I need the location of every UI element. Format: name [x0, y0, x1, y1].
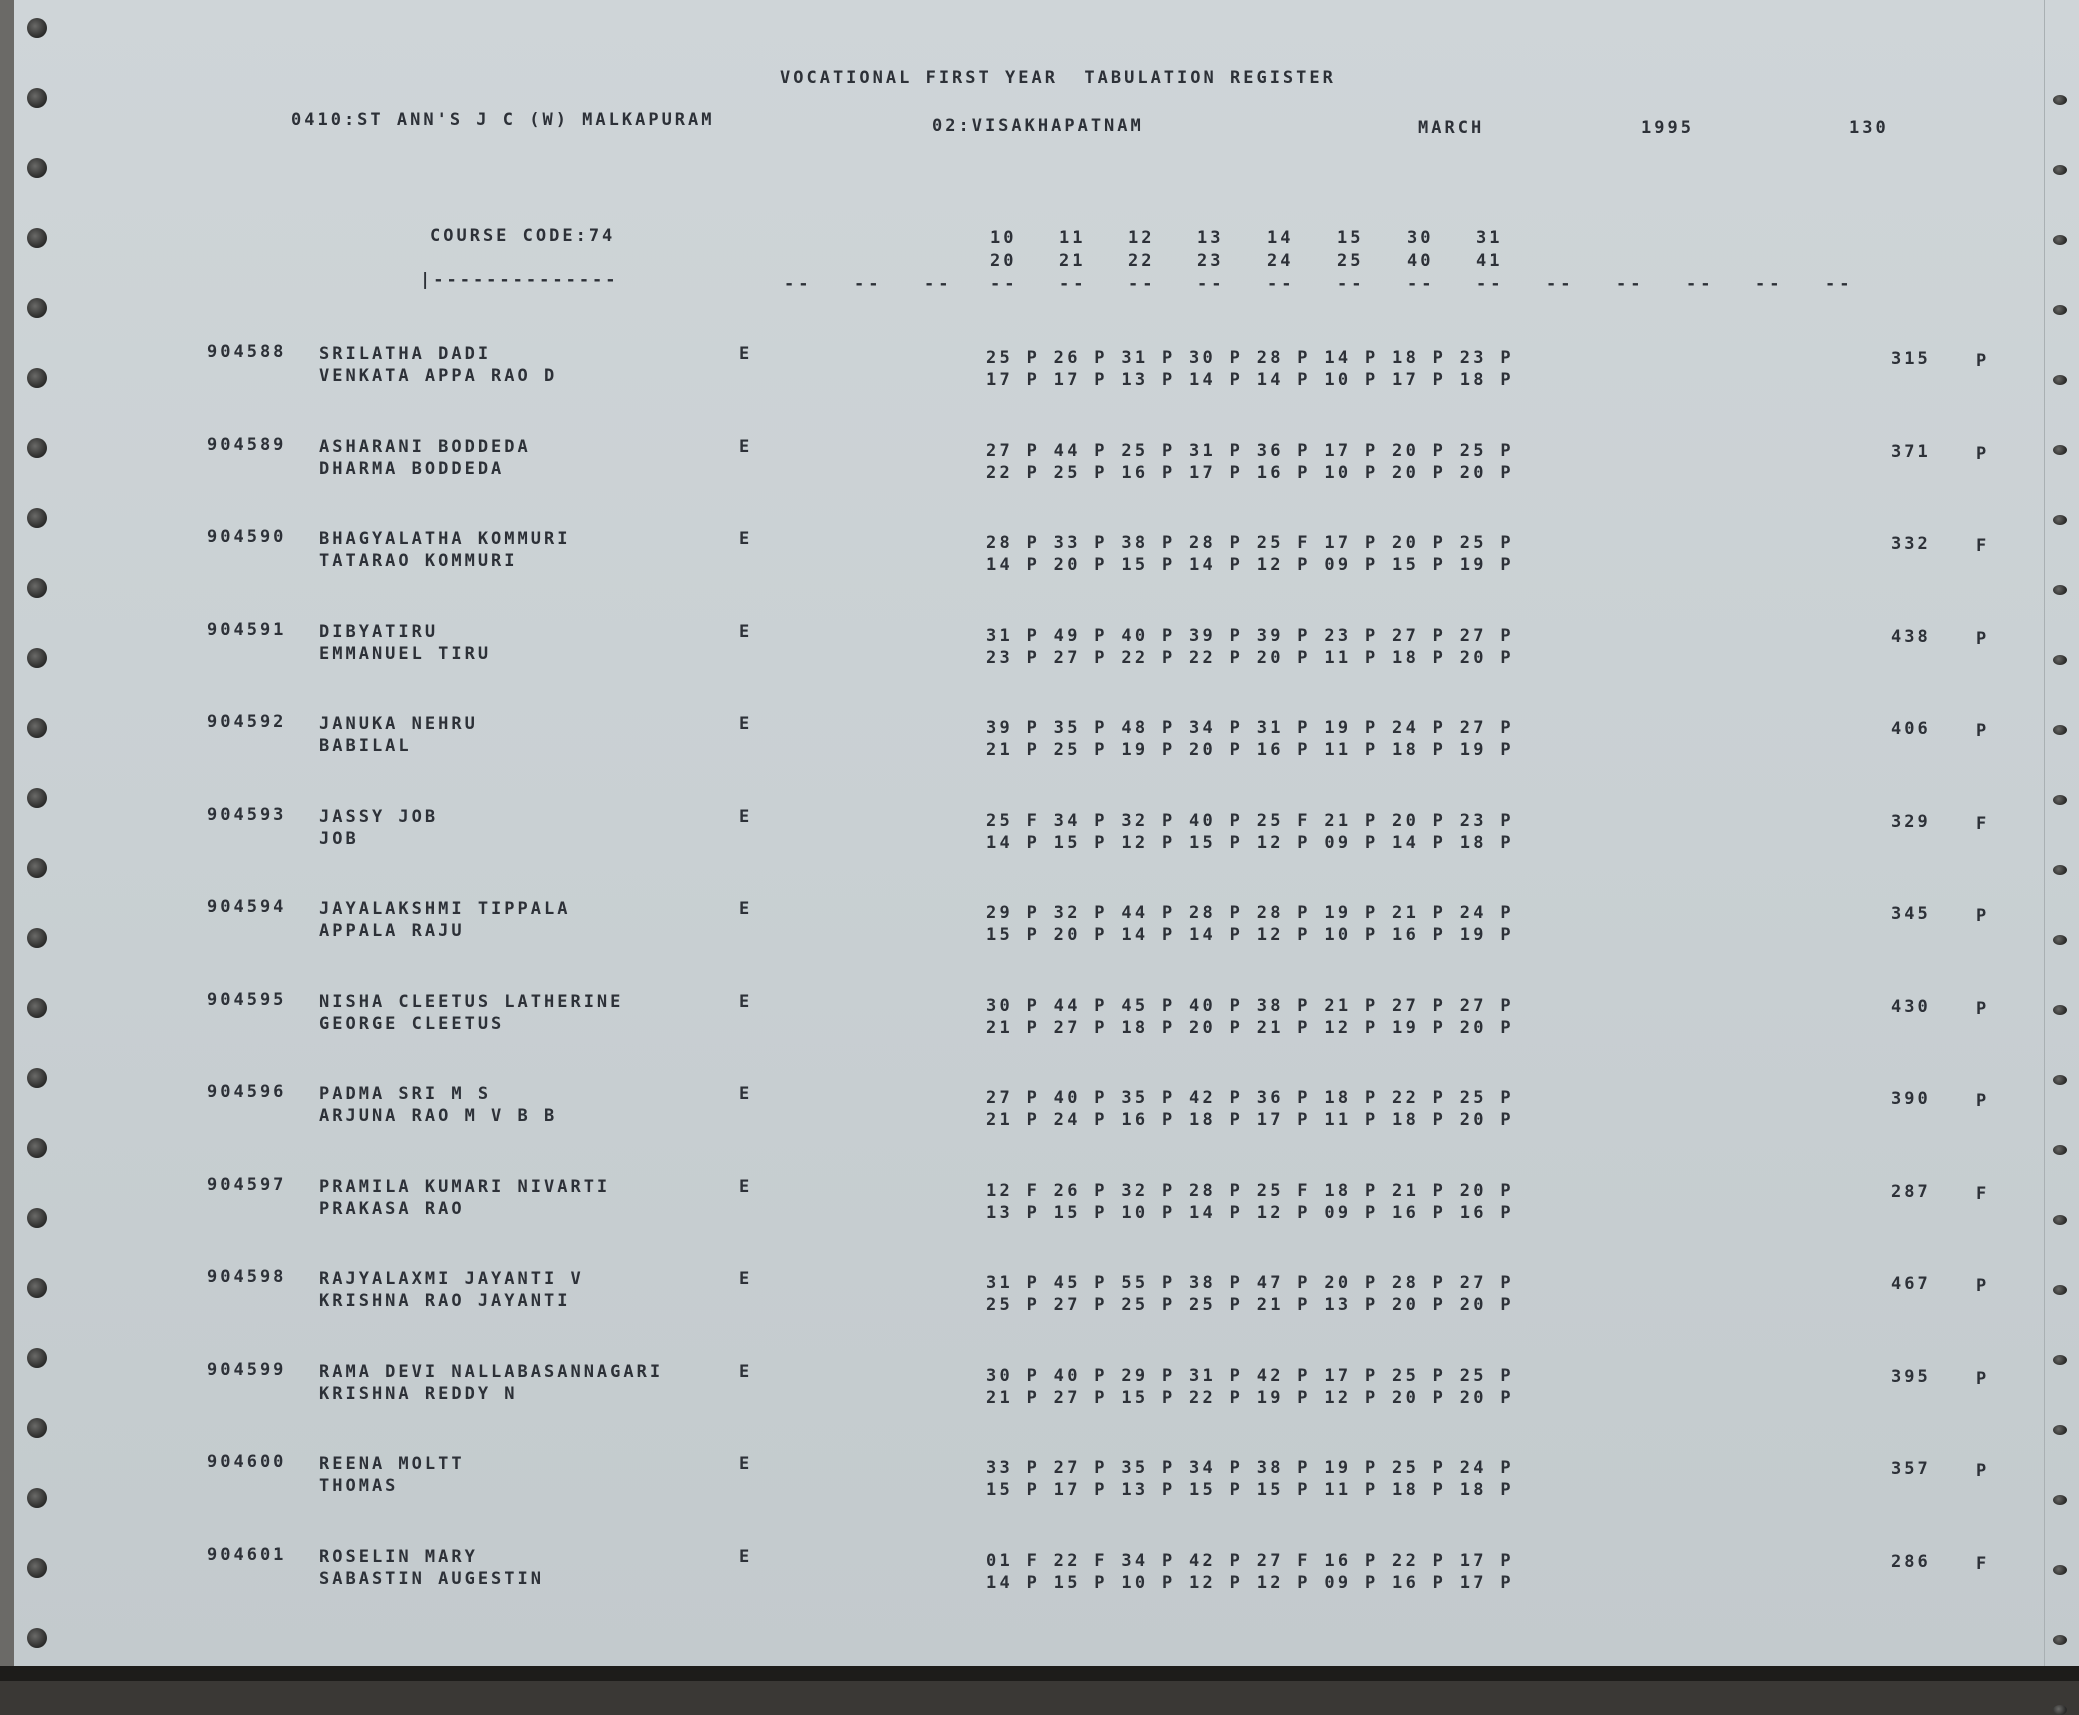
result-code: F — [1976, 536, 1990, 556]
tractor-hole — [2053, 1005, 2067, 1015]
left-edge — [0, 0, 14, 1681]
student-name: ASHARANI BODDEDA — [319, 437, 531, 457]
hall-ticket-number: 904594 — [207, 897, 287, 917]
parent-name: BABILAL — [319, 736, 412, 756]
total-marks: 315 — [1891, 349, 1931, 369]
student-name: NISHA CLEETUS LATHERINE — [319, 992, 624, 1012]
result-code: F — [1976, 1554, 1990, 1574]
tractor-hole — [27, 1138, 47, 1158]
course-underline: |-------------- — [420, 270, 619, 290]
student-name: BHAGYALATHA KOMMURI — [319, 529, 571, 549]
total-marks: 345 — [1891, 904, 1931, 924]
marks-line-1: 29 P 32 P 44 P 28 P 28 P 19 P 21 P 24 P — [986, 903, 1514, 923]
tractor-hole — [2053, 585, 2067, 595]
marks-line-1: 25 P 26 P 31 P 30 P 28 P 14 P 18 P 23 P — [986, 348, 1514, 368]
tractor-hole — [2053, 445, 2067, 455]
marks-line-2: 21 P 24 P 16 P 18 P 17 P 11 P 18 P 20 P — [986, 1110, 1514, 1130]
column-code-top: 30 — [1407, 228, 1434, 248]
hall-ticket-number: 904596 — [207, 1082, 287, 1102]
exam-month: MARCH — [1418, 118, 1485, 138]
marks-line-1: 33 P 27 P 35 P 34 P 38 P 19 P 25 P 24 P — [986, 1458, 1514, 1478]
tractor-hole — [2053, 1635, 2067, 1645]
result-code: P — [1976, 1369, 1990, 1389]
parent-name: APPALA RAJU — [319, 921, 465, 941]
tractor-hole — [27, 1068, 47, 1088]
parent-name: PRAKASA RAO — [319, 1199, 465, 1219]
tractor-hole — [2053, 1495, 2067, 1505]
column-code-top: 13 — [1197, 228, 1224, 248]
column-dash: -- — [1476, 274, 1505, 294]
marks-line-2: 23 P 27 P 22 P 22 P 20 P 11 P 18 P 20 P — [986, 648, 1514, 668]
tractor-hole — [27, 158, 47, 178]
tractor-hole — [27, 88, 47, 108]
student-name: JAYALAKSHMI TIPPALA — [319, 899, 571, 919]
tractor-hole — [27, 1208, 47, 1228]
district-name: 02:VISAKHAPATNAM — [932, 116, 1144, 136]
tractor-hole — [27, 648, 47, 668]
total-marks: 329 — [1891, 812, 1931, 832]
medium-code: E — [739, 1177, 753, 1197]
parent-name: JOB — [319, 829, 359, 849]
column-code-top: 10 — [990, 228, 1017, 248]
exam-year: 1995 — [1641, 118, 1694, 138]
tractor-hole — [2053, 725, 2067, 735]
column-dash: -- — [1546, 274, 1575, 294]
parent-name: DHARMA BODDEDA — [319, 459, 505, 479]
page-title: VOCATIONAL FIRST YEAR TABULATION REGISTER — [780, 68, 1336, 88]
medium-code: E — [739, 437, 753, 457]
marks-line-1: 28 P 33 P 38 P 28 P 25 F 17 P 20 P 25 P — [986, 533, 1514, 553]
medium-code: E — [739, 807, 753, 827]
medium-code: E — [739, 1269, 753, 1289]
total-marks: 371 — [1891, 442, 1931, 462]
marks-line-2: 25 P 27 P 25 P 25 P 21 P 13 P 20 P 20 P — [986, 1295, 1514, 1315]
column-dash: -- — [854, 274, 883, 294]
column-code-bottom: 41 — [1476, 251, 1503, 271]
college-name: 0410:ST ANN'S J C (W) MALKAPURAM — [291, 110, 715, 130]
tractor-hole — [27, 18, 47, 38]
column-dash: -- — [1825, 274, 1854, 294]
column-code-top: 15 — [1337, 228, 1364, 248]
tractor-hole — [27, 438, 47, 458]
parent-name: KRISHNA RAO JAYANTI — [319, 1291, 571, 1311]
column-dash: -- — [1337, 274, 1366, 294]
parent-name: TATARAO KOMMURI — [319, 551, 518, 571]
result-code: P — [1976, 1091, 1990, 1111]
medium-code: E — [739, 714, 753, 734]
tractor-hole — [2053, 935, 2067, 945]
marks-line-2: 15 P 20 P 14 P 14 P 12 P 10 P 16 P 19 P — [986, 925, 1514, 945]
column-dash: -- — [990, 274, 1019, 294]
student-name: PADMA SRI M S — [319, 1084, 492, 1104]
tractor-hole — [2053, 1425, 2067, 1435]
result-code: P — [1976, 906, 1990, 926]
hall-ticket-number: 904591 — [207, 620, 287, 640]
tractor-hole — [2053, 1705, 2067, 1715]
marks-line-1: 25 F 34 P 32 P 40 P 25 F 21 P 20 P 23 P — [986, 811, 1514, 831]
result-code: F — [1976, 814, 1990, 834]
column-code-bottom: 22 — [1128, 251, 1155, 271]
student-name: RAJYALAXMI JAYANTI V — [319, 1269, 584, 1289]
tractor-hole — [27, 1418, 47, 1438]
column-dash: -- — [1755, 274, 1784, 294]
marks-line-1: 39 P 35 P 48 P 34 P 31 P 19 P 24 P 27 P — [986, 718, 1514, 738]
column-code-top: 14 — [1267, 228, 1294, 248]
total-marks: 395 — [1891, 1367, 1931, 1387]
tractor-hole — [2053, 795, 2067, 805]
tractor-hole — [27, 228, 47, 248]
marks-line-2: 21 P 25 P 19 P 20 P 16 P 11 P 18 P 19 P — [986, 740, 1514, 760]
parent-name: SABASTIN AUGESTIN — [319, 1569, 544, 1589]
marks-line-2: 14 P 15 P 10 P 12 P 12 P 09 P 16 P 17 P — [986, 1573, 1514, 1593]
tractor-hole — [2053, 515, 2067, 525]
tractor-hole — [2053, 1215, 2067, 1225]
tractor-hole — [2053, 1075, 2067, 1085]
tractor-hole — [27, 718, 47, 738]
marks-line-1: 30 P 44 P 45 P 40 P 38 P 21 P 27 P 27 P — [986, 996, 1514, 1016]
column-code-top: 12 — [1128, 228, 1155, 248]
column-code-bottom: 40 — [1407, 251, 1434, 271]
column-code-bottom: 23 — [1197, 251, 1224, 271]
column-code-bottom: 20 — [990, 251, 1017, 271]
total-marks: 390 — [1891, 1089, 1931, 1109]
tractor-hole — [2053, 865, 2067, 875]
column-code-bottom: 21 — [1059, 251, 1086, 271]
student-name: JASSY JOB — [319, 807, 439, 827]
marks-line-2: 17 P 17 P 13 P 14 P 14 P 10 P 17 P 18 P — [986, 370, 1514, 390]
result-code: P — [1976, 999, 1990, 1019]
result-code: P — [1976, 444, 1990, 464]
total-marks: 467 — [1891, 1274, 1931, 1294]
tractor-hole — [2053, 165, 2067, 175]
tractor-hole — [27, 788, 47, 808]
marks-line-1: 30 P 40 P 29 P 31 P 42 P 17 P 25 P 25 P — [986, 1366, 1514, 1386]
student-name: JANUKA NEHRU — [319, 714, 478, 734]
column-dash: -- — [1128, 274, 1157, 294]
result-code: P — [1976, 351, 1990, 371]
tractor-hole — [27, 928, 47, 948]
medium-code: E — [739, 1454, 753, 1474]
parent-name: KRISHNA REDDY N — [319, 1384, 518, 1404]
total-marks: 287 — [1891, 1182, 1931, 1202]
tractor-hole — [2053, 305, 2067, 315]
column-code-bottom: 24 — [1267, 251, 1294, 271]
hall-ticket-number: 904592 — [207, 712, 287, 732]
parent-name: VENKATA APPA RAO D — [319, 366, 558, 386]
marks-line-1: 31 P 45 P 55 P 38 P 47 P 20 P 28 P 27 P — [986, 1273, 1514, 1293]
marks-line-1: 27 P 40 P 35 P 42 P 36 P 18 P 22 P 25 P — [986, 1088, 1514, 1108]
tractor-hole — [27, 1628, 47, 1648]
hall-ticket-number: 904589 — [207, 435, 287, 455]
medium-code: E — [739, 529, 753, 549]
marks-line-2: 14 P 20 P 15 P 14 P 12 P 09 P 15 P 19 P — [986, 555, 1514, 575]
total-marks: 430 — [1891, 997, 1931, 1017]
total-marks: 406 — [1891, 719, 1931, 739]
column-dash: -- — [1407, 274, 1436, 294]
marks-line-1: 01 F 22 F 34 P 42 P 27 F 16 P 22 P 17 P — [986, 1551, 1514, 1571]
tractor-hole — [2053, 95, 2067, 105]
page-number: 130 — [1849, 118, 1889, 138]
student-name: RAMA DEVI NALLABASANNAGARI — [319, 1362, 664, 1382]
tractor-hole — [27, 1278, 47, 1298]
marks-line-2: 22 P 25 P 16 P 17 P 16 P 10 P 20 P 20 P — [986, 463, 1514, 483]
column-dash: -- — [1059, 274, 1088, 294]
marks-line-1: 12 F 26 P 32 P 28 P 25 F 18 P 21 P 20 P — [986, 1181, 1514, 1201]
marks-line-2: 21 P 27 P 18 P 20 P 21 P 12 P 19 P 20 P — [986, 1018, 1514, 1038]
column-dash: -- — [1686, 274, 1715, 294]
right-margin-rule — [2044, 0, 2045, 1666]
total-marks: 438 — [1891, 627, 1931, 647]
marks-line-2: 13 P 15 P 10 P 14 P 12 P 09 P 16 P 16 P — [986, 1203, 1514, 1223]
hall-ticket-number: 904600 — [207, 1452, 287, 1472]
marks-line-1: 31 P 49 P 40 P 39 P 39 P 23 P 27 P 27 P — [986, 626, 1514, 646]
tractor-hole — [2053, 1355, 2067, 1365]
tractor-hole — [27, 298, 47, 318]
tractor-hole — [27, 858, 47, 878]
tractor-hole — [2053, 1565, 2067, 1575]
tractor-hole — [27, 998, 47, 1018]
result-code: P — [1976, 721, 1990, 741]
tractor-hole — [27, 368, 47, 388]
hall-ticket-number: 904593 — [207, 805, 287, 825]
student-name: DIBYATIRU — [319, 622, 439, 642]
result-code: P — [1976, 1461, 1990, 1481]
tractor-hole — [27, 508, 47, 528]
column-dash: -- — [784, 274, 813, 294]
column-dash: -- — [924, 274, 953, 294]
column-code-top: 31 — [1476, 228, 1503, 248]
result-code: P — [1976, 1276, 1990, 1296]
medium-code: E — [739, 344, 753, 364]
hall-ticket-number: 904599 — [207, 1360, 287, 1380]
column-dash: -- — [1197, 274, 1226, 294]
total-marks: 332 — [1891, 534, 1931, 554]
column-dash: -- — [1616, 274, 1645, 294]
parent-name: ARJUNA RAO M V B B — [319, 1106, 558, 1126]
parent-name: THOMAS — [319, 1476, 399, 1496]
total-marks: 286 — [1891, 1552, 1931, 1572]
parent-name: EMMANUEL TIRU — [319, 644, 492, 664]
tractor-hole — [2053, 655, 2067, 665]
marks-line-1: 27 P 44 P 25 P 31 P 36 P 17 P 20 P 25 P — [986, 441, 1514, 461]
medium-code: E — [739, 992, 753, 1012]
course-code: COURSE CODE:74 — [430, 226, 616, 246]
hall-ticket-number: 904598 — [207, 1267, 287, 1287]
hall-ticket-number: 904588 — [207, 342, 287, 362]
hall-ticket-number: 904590 — [207, 527, 287, 547]
column-dash: -- — [1267, 274, 1296, 294]
marks-line-2: 21 P 27 P 15 P 22 P 19 P 12 P 20 P 20 P — [986, 1388, 1514, 1408]
parent-name: GEORGE CLEETUS — [319, 1014, 505, 1034]
student-name: ROSELIN MARY — [319, 1547, 478, 1567]
hall-ticket-number: 904595 — [207, 990, 287, 1010]
student-name: PRAMILA KUMARI NIVARTI — [319, 1177, 611, 1197]
student-name: SRILATHA DADI — [319, 344, 492, 364]
column-code-top: 11 — [1059, 228, 1086, 248]
result-code: F — [1976, 1184, 1990, 1204]
medium-code: E — [739, 1084, 753, 1104]
tractor-hole — [2053, 1285, 2067, 1295]
hall-ticket-number: 904601 — [207, 1545, 287, 1565]
tractor-hole — [27, 1558, 47, 1578]
tabulation-sheet — [14, 0, 2079, 1666]
column-code-bottom: 25 — [1337, 251, 1364, 271]
medium-code: E — [739, 1362, 753, 1382]
marks-line-2: 14 P 15 P 12 P 15 P 12 P 09 P 14 P 18 P — [986, 833, 1514, 853]
tractor-hole — [2053, 1145, 2067, 1155]
medium-code: E — [739, 1547, 753, 1567]
tractor-hole — [2053, 235, 2067, 245]
tractor-hole — [27, 1348, 47, 1368]
hall-ticket-number: 904597 — [207, 1175, 287, 1195]
student-name: REENA MOLTT — [319, 1454, 465, 1474]
marks-line-2: 15 P 17 P 13 P 15 P 15 P 11 P 18 P 18 P — [986, 1480, 1514, 1500]
medium-code: E — [739, 622, 753, 642]
result-code: P — [1976, 629, 1990, 649]
tractor-hole — [27, 578, 47, 598]
tractor-hole — [2053, 375, 2067, 385]
bottom-edge — [0, 1666, 2079, 1681]
total-marks: 357 — [1891, 1459, 1931, 1479]
tractor-hole — [27, 1488, 47, 1508]
medium-code: E — [739, 899, 753, 919]
